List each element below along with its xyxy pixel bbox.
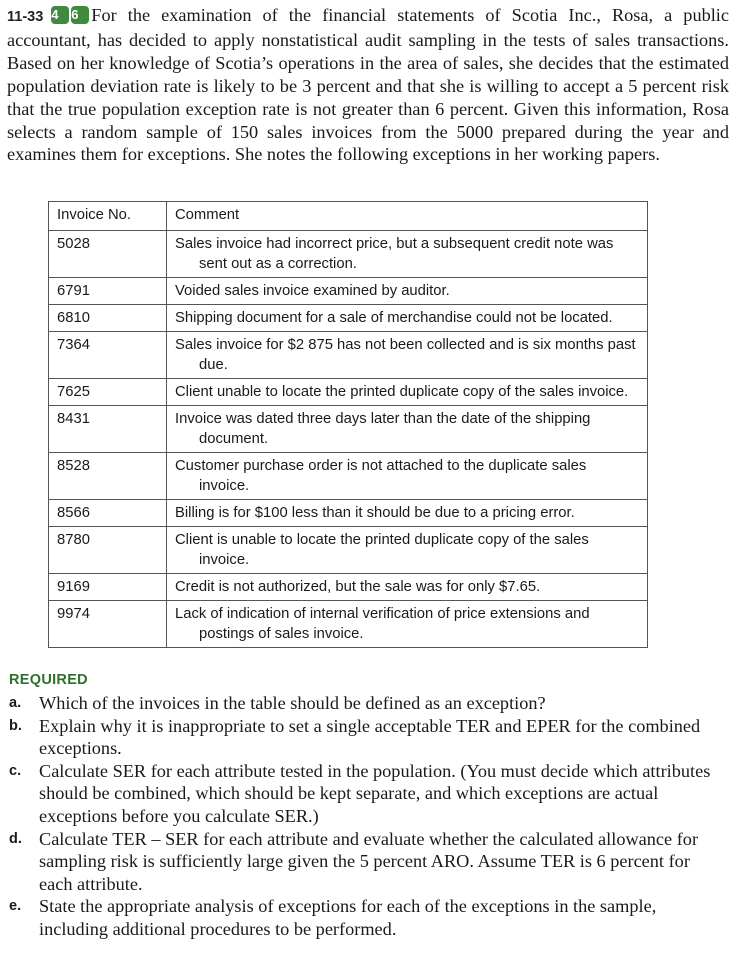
learning-objective-badge: 4 [51,6,69,24]
question-text: Calculate TER – SER for each attribute and evaluate whether the calculated allowance for sampling risk is sufficiently large given the 5 percent ARO. Assume TER is 6 percent for each attribute. [39,828,699,894]
required-heading: REQUIRED [9,672,88,688]
question-letter: b. [9,717,22,734]
invoice-comment: Invoice was dated three days later than the date of the shipping document. [175,411,591,447]
invoice-number: 7625 [49,379,167,406]
invoice-comment: Client is unable to locate the printed duplicate copy of the sales invoice. [175,532,589,568]
problem-statement [7,4,729,166]
invoice-comment: Billing is for $100 less than it should be due to a pricing error. [175,505,575,521]
invoice-number: 8780 [49,527,167,574]
invoice-comment: Lack of indication of internal verification of price extensions and postings of sales invoice. [175,606,590,642]
invoice-comment-cell [167,305,648,332]
comment-header: Comment [167,202,648,231]
problem-number: 11-33 [7,9,44,25]
question-text: Explain why it is inappropriate to set a single acceptable TER and EPER for the combined exceptions. [39,715,701,759]
invoice-comment: Shipping document for a sale of merchandise could not be located. [175,310,613,326]
invoice-number: 9169 [49,574,167,601]
invoice-no-header: Invoice No. [49,202,167,231]
invoice-number: 8566 [49,500,167,527]
invoice-comment: Sales invoice had incorrect price, but a subsequent credit note was sent out as a correction. [175,236,614,272]
invoice-number: 7364 [49,332,167,379]
table-row [49,379,648,406]
invoice-number: 6791 [49,278,167,305]
table-header-row [49,202,648,231]
table-row [49,601,648,648]
question-letter: e. [9,898,22,915]
table-row [49,500,648,527]
invoice-number: 8528 [49,453,167,500]
invoice-number: 6810 [49,305,167,332]
invoice-comment-cell [167,601,648,648]
invoice-number: 5028 [49,231,167,278]
question-item [9,828,725,896]
required-questions [9,692,725,941]
question-text: State the appropriate analysis of exceptions for each of the exceptions in the sample, including additional procedures to be performed. [39,896,657,939]
table-row [49,278,648,305]
invoice-comment-cell [167,574,648,601]
table-row [49,231,648,278]
table-row [49,574,648,601]
invoice-comment: Client unable to locate the printed duplicate copy of the sales invoice. [175,384,629,400]
invoice-comment-cell [167,278,648,305]
question-item [9,760,725,828]
invoice-number: 9974 [49,601,167,648]
invoice-comment-cell [167,453,648,500]
invoice-comment-cell [167,379,648,406]
question-letter: d. [9,830,22,847]
invoice-number: 8431 [49,406,167,453]
question-letter: a. [9,695,22,711]
question-item [9,715,725,760]
question-text: Calculate SER for each attribute tested in the population. (You must decide which attributes should be combined, which should be kept separate, and which exceptions are actual exceptions before you calculate SER.) [39,760,711,826]
learning-objective-badge: 6 [71,6,89,24]
invoice-comment: Credit is not authorized, but the sale was for only $7.65. [175,579,541,595]
invoice-comment-cell [167,332,648,379]
invoice-comment-cell [167,406,648,453]
table-row [49,527,648,574]
table-row [49,332,648,379]
table-row [49,453,648,500]
invoice-comment-cell [167,500,648,527]
question-letter: c. [9,762,22,779]
invoice-comment: Voided sales invoice examined by auditor. [175,283,450,299]
question-text: Which of the invoices in the table should be defined as an exception? [39,693,546,713]
question-item [9,895,725,940]
invoice-comment: Customer purchase order is not attached to the duplicate sales invoice. [175,458,587,494]
question-item [9,692,725,715]
invoice-comment-cell [167,231,648,278]
table-row [49,305,648,332]
table-row [49,406,648,453]
problem-text: For the examination of the financial statements of Scotia Inc., Rosa, a public accountant, has decided to apply nonstatistical audit sampling in the tests of sales transactions. Based on her knowledge of Scotia’s operations in the area of sales, she decides that the estimated population deviation rate is likely to be 3 percent and that she is willing to accept a 5 percent risk that the true population exception rate is not greater than 6 percent. Given this information, Rosa selects a random sample of 150 sales invoices from the 5000 prepared during the year and examines them for exceptions. She notes the following exceptions in her working papers. [7,5,729,165]
invoice-comment: Sales invoice for $2 875 has not been collected and is six months past due. [175,337,636,373]
invoice-comment-cell [167,527,648,574]
exceptions-table [48,201,648,648]
